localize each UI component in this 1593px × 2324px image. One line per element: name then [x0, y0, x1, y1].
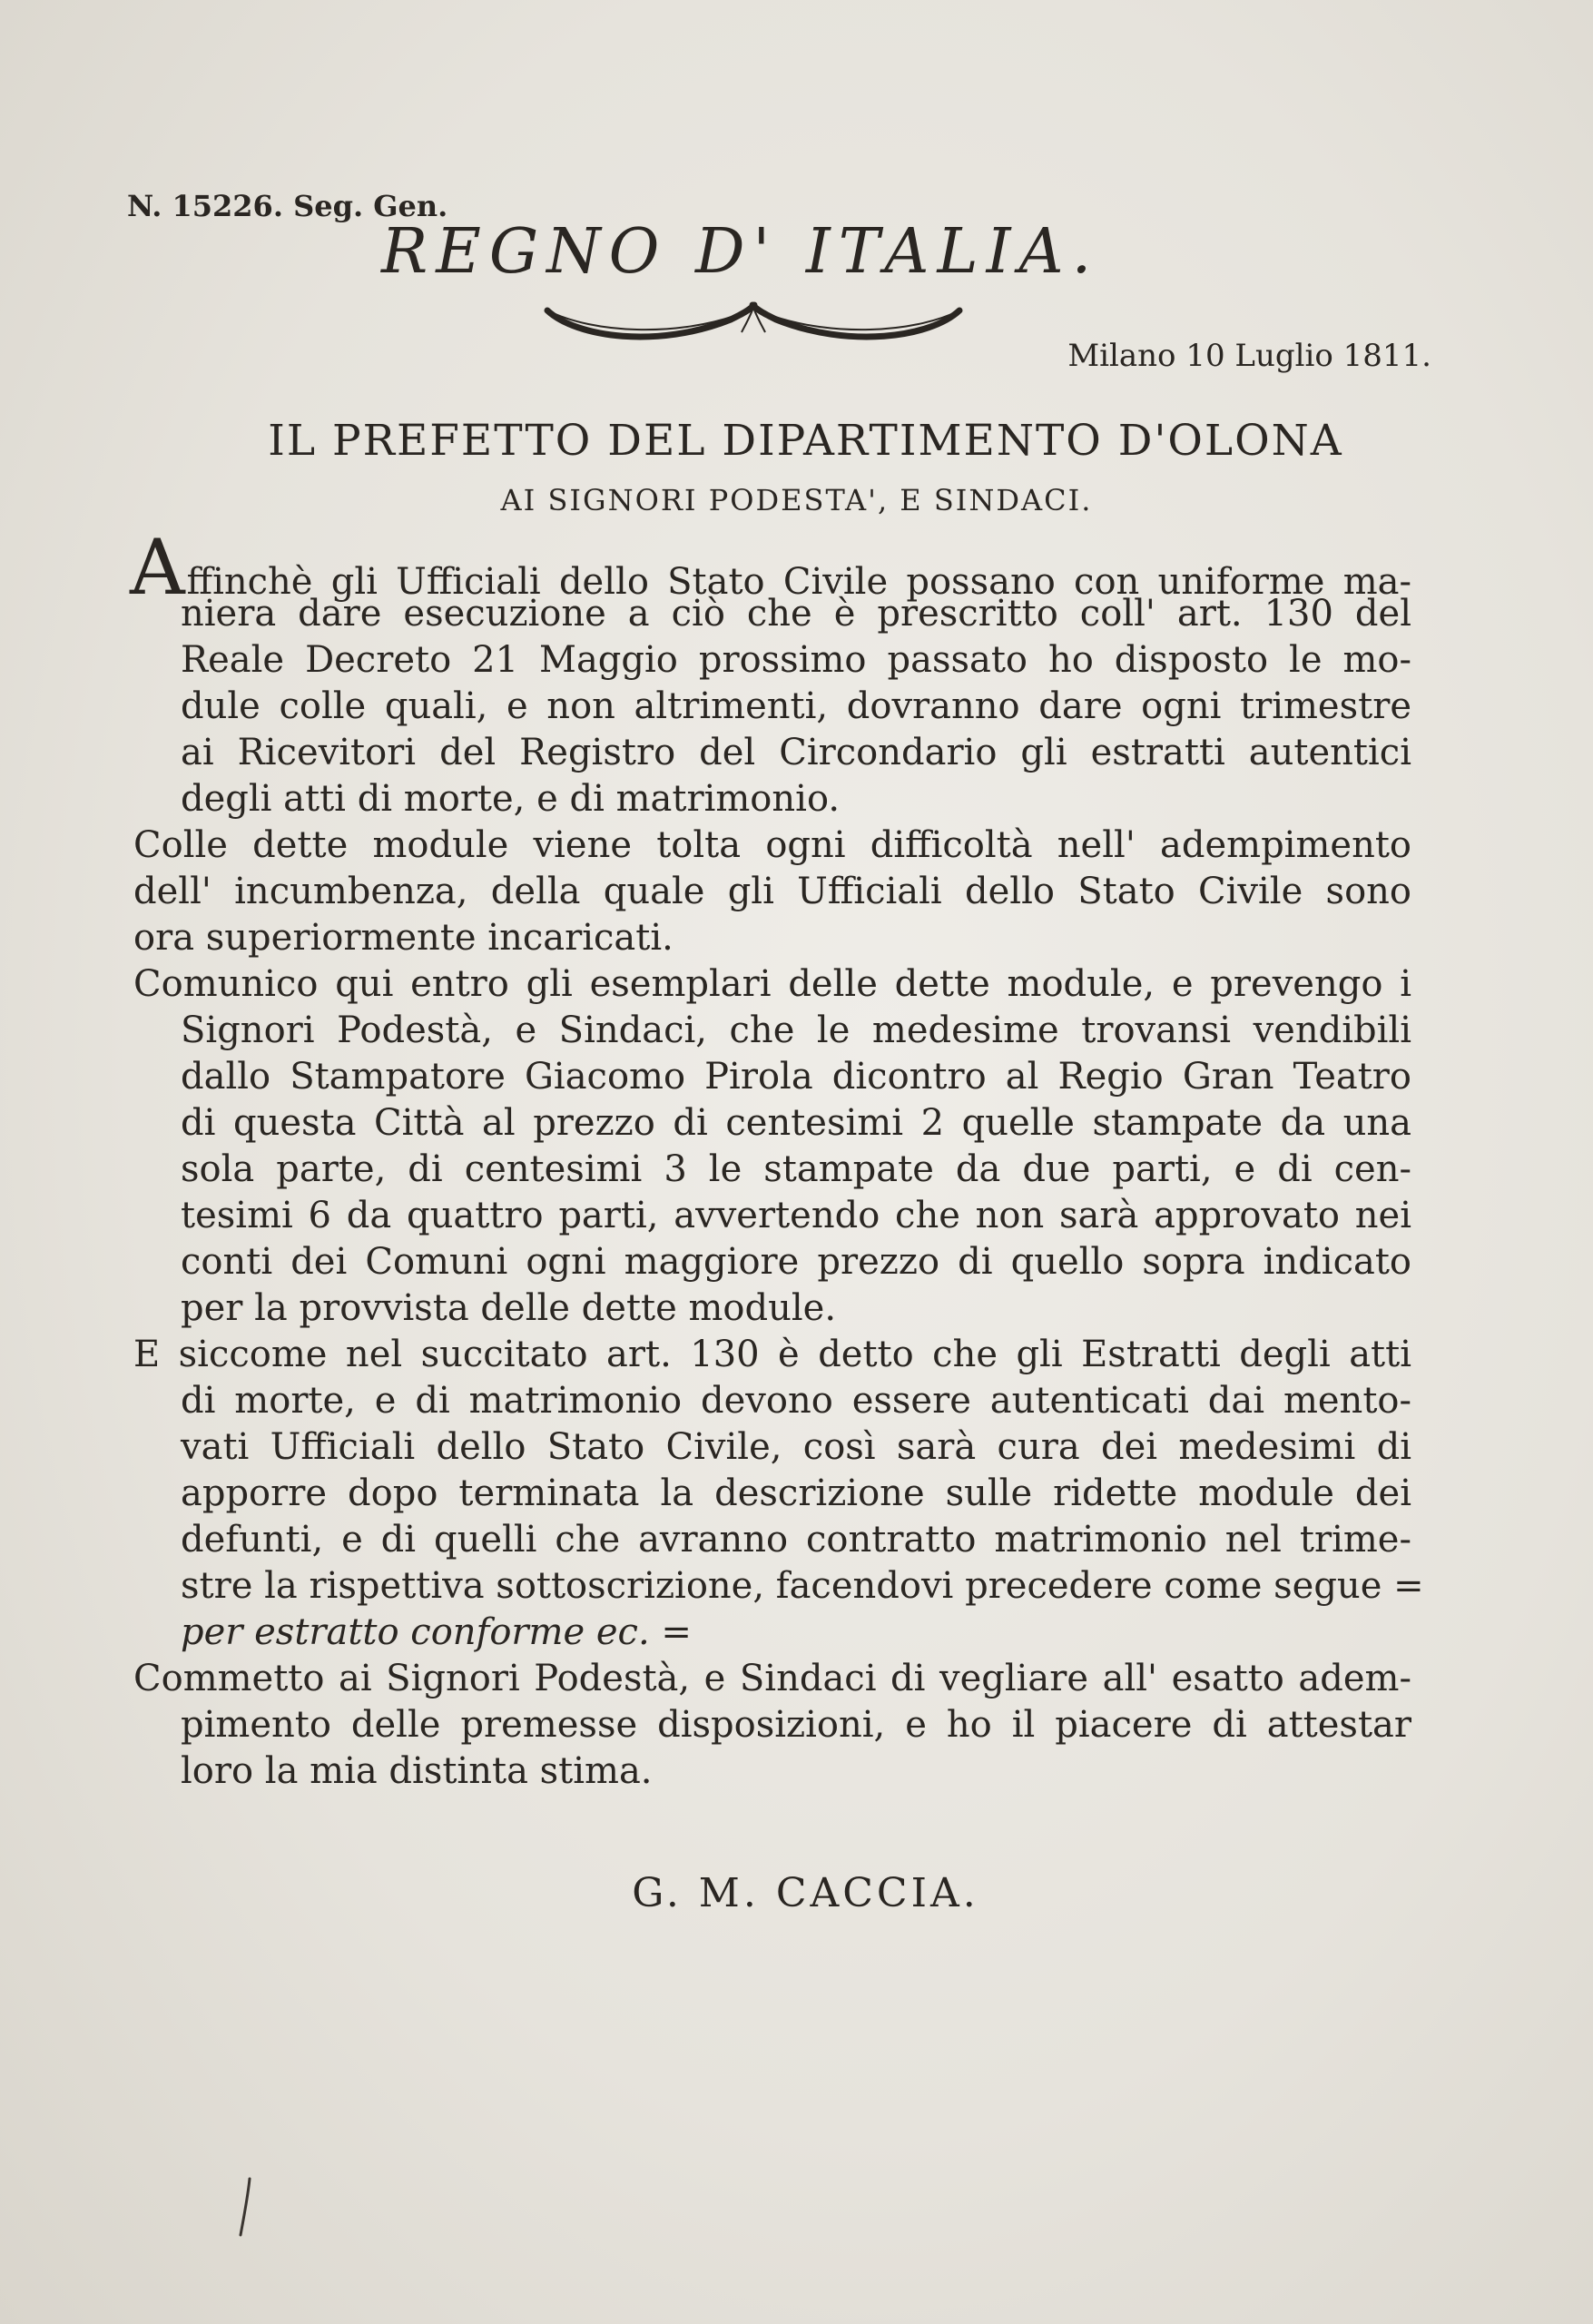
text-line: stre la rispettiva sottoscrizione, facendovi precedere come segue =	[181, 1565, 1424, 1607]
text-line: E siccome nel succitato art. 130 è detto che gli Estratti degli atti	[133, 1334, 1411, 1375]
text-line: tesimi 6 da quattro parti, avvertendo che non sarà approvato nei	[181, 1195, 1411, 1236]
issuer-heading: IL PREFETTO DEL DIPARTIMENTO D'OLONA	[268, 416, 1343, 466]
ink-mark	[233, 2175, 261, 2239]
paragraph-1	[130, 523, 1411, 822]
text-line: dallo Stampatore Giacomo Pirola dicontro al Regio Gran Teatro	[181, 1056, 1411, 1098]
paragraph-3	[133, 961, 1411, 1332]
text-line: ai Ricevitori del Registro del Circondario gli estratti autentici	[181, 732, 1411, 773]
text-line: dule colle quali, e non altrimenti, dovranno dare ogni trimestre	[181, 685, 1411, 727]
text-line: vati Ufficiali dello Stato Civile, così sarà cura dei medesimi di	[181, 1426, 1411, 1468]
text-line: Comunico qui entro gli esemplari delle dette module, e prevengo i	[133, 963, 1411, 1005]
paragraph-2	[133, 822, 1411, 961]
text-line: conti dei Comuni ogni maggiore prezzo di quello sopra indicato	[181, 1241, 1411, 1283]
text-line: ora superiormente incaricati.	[133, 917, 674, 959]
text-line: dell' incumbenza, della quale gli Ufficiali dello Stato Civile sono	[133, 871, 1411, 912]
text-line: Reale Decreto 21 Maggio prossimo passato ho disposto le mo-	[181, 639, 1411, 681]
text-line: Affinchè gli Ufficiali dello Stato Civile possano con uniforme ma-	[130, 523, 1411, 612]
reference-number: N. 15226. Seg. Gen.	[127, 189, 448, 223]
addressee-heading: AI SIGNORI PODESTA', E SINDACI.	[500, 483, 1093, 517]
text-line: per estratto conforme ec. =	[181, 1611, 692, 1653]
ornamental-flourish	[540, 298, 967, 354]
document-title: REGNO D' ITALIA.	[381, 216, 1100, 288]
drop-cap: A	[130, 523, 185, 612]
text-line: apporre dopo terminata la descrizione sulle ridette module dei	[181, 1472, 1411, 1514]
text-line: Commetto ai Signori Podestà, e Sindaci di vegliare all' esatto adem-	[133, 1658, 1411, 1699]
text-line: di questa Città al prezzo di centesimi 2 quelle stampate da una	[181, 1102, 1411, 1144]
text-line: per la provvista delle dette module.	[181, 1287, 837, 1329]
text-line: loro la mia distinta stima.	[181, 1750, 653, 1792]
text-line: degli atti di morte, e di matrimonio.	[181, 778, 841, 820]
text-line: niera dare esecuzione a ciò che è prescritto coll' art. 130 del	[181, 593, 1411, 635]
text-line: sola parte, di centesimi 3 le stampate da due parti, e di cen-	[181, 1148, 1411, 1190]
text-line: Signori Podestà, e Sindaci, che le medesime trovansi vendibili	[181, 1009, 1411, 1051]
text-line: defunti, e di quelli che avranno contratto matrimonio nel trime-	[181, 1519, 1411, 1561]
paragraph-4	[133, 1332, 1424, 1656]
signature: G. M. CACCIA.	[632, 1870, 979, 1916]
decree-body	[130, 523, 1424, 1795]
issue-date: Milano 10 Luglio 1811.	[1067, 338, 1431, 374]
text-line: pimento delle premesse disposizioni, e ho il piacere di attestar	[181, 1704, 1411, 1746]
paragraph-5	[133, 1656, 1411, 1795]
text-line: di morte, e di matrimonio devono essere autenticati dai mento-	[181, 1380, 1411, 1422]
text-line: Colle dette module viene tolta ogni difficoltà nell' adempimento	[133, 824, 1411, 866]
